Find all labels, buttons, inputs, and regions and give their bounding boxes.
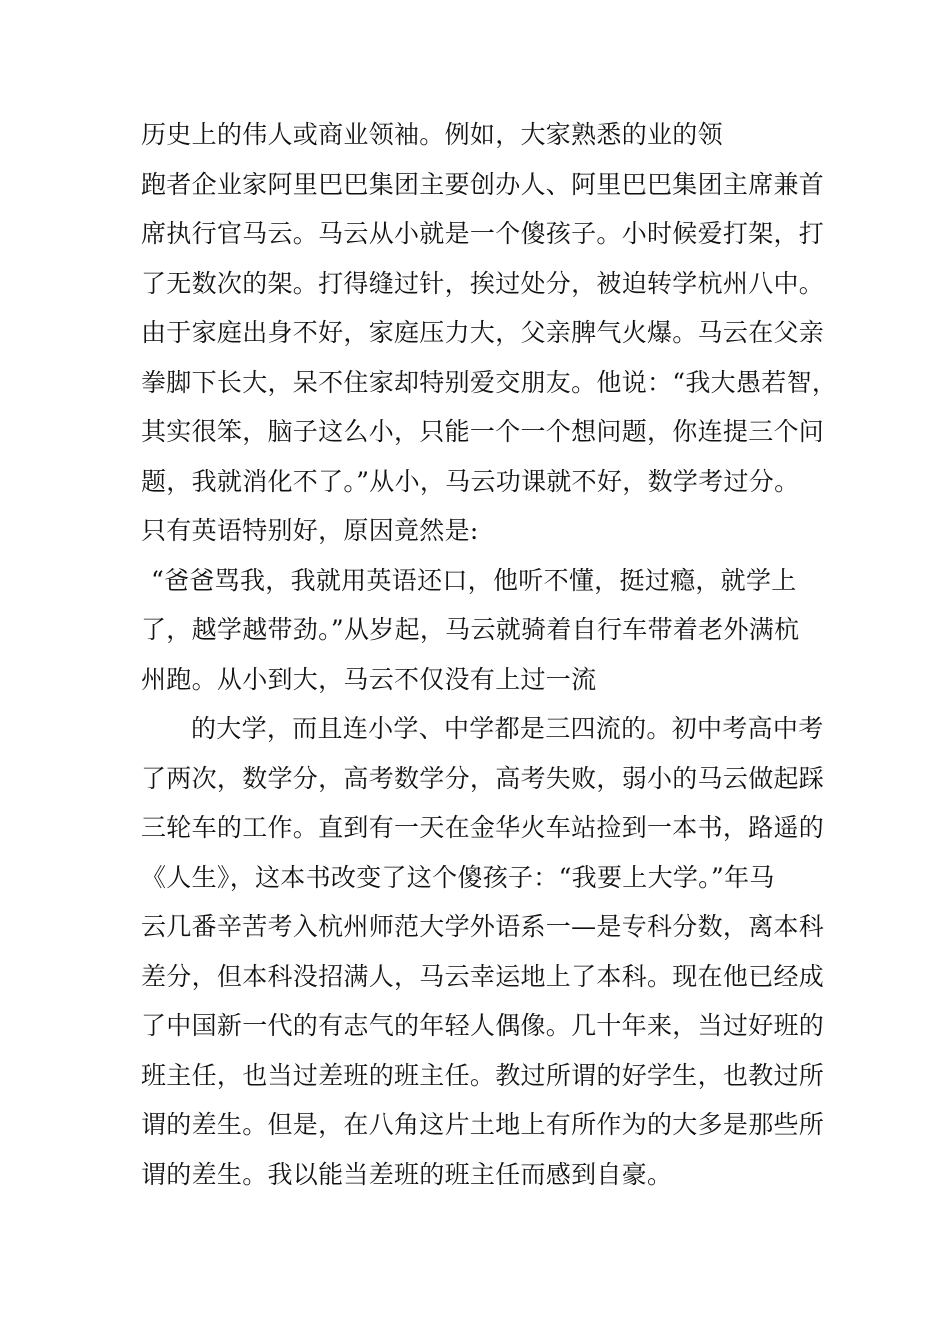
text-line-12: 州跑。从小到大，马云不仅没有上过一流 [141, 664, 597, 694]
text-line-4: 了无数次的架。打得缝过针，挨过处分，被迫转学杭州八中。 [141, 268, 825, 298]
text-line-8: 题，我就消化不了。”从小，马云功课就不好，数学考过分。 [141, 466, 800, 496]
body-text [141, 110, 871, 1199]
text-line-6: 拳脚下长大，呆不住家却特别爱交朋友。他说：“我大愚若智， [141, 367, 838, 397]
text-line-5: 由于家庭出身不好，家庭压力大，父亲脾气火爆。马云在父亲 [141, 318, 825, 347]
text-line-17: 云几番辛苦考入杭州师范大学外语系一—是专科分数，离本科 [141, 912, 825, 941]
text-line-11: 了，越学越带劲。”从岁起，马云就骑着自行车带着老外满杭 [141, 615, 800, 644]
text-line-22: 谓的差生。我以能当差班的班主任而感到自豪。 [141, 1159, 673, 1189]
text-line-15: 三轮车的工作。直到有一天在金华火车站捡到一本书，路遥的 [141, 813, 825, 842]
text-line-13: 的大学，而且连小学、中学都是三四流的。初中考高中考 [191, 714, 824, 743]
text-line-2: 跑者企业家阿里巴巴集团主要创办人、阿里巴巴集团主席兼首 [141, 169, 825, 199]
text-line-10: “爸爸骂我，我就用英语还口，他听不懂，挺过瘾，就学上 [151, 565, 797, 595]
text-line-14: 了两次，数学分，高考数学分，高考失败，弱小的马云做起踩 [141, 763, 825, 793]
text-line-19: 了中国新一代的有志气的年轻人偶像。几十年来，当过好班的 [141, 1011, 825, 1040]
text-line-20: 班主任，也当过差班的班主任。教过所谓的好学生，也教过所 [141, 1060, 825, 1090]
text-line-7: 其实很笨，脑子这么小，只能一个一个想问题，你连提三个问 [141, 417, 825, 446]
text-line-9: 只有英语特别好，原因竟然是: [141, 516, 479, 545]
text-line-3: 席执行官马云。马云从小就是一个傻孩子。小时候爱打架，打 [141, 219, 825, 248]
text-line-18: 差分，但本科没招满人，马云幸运地上了本科。现在他已经成 [141, 961, 825, 991]
text-line-16: 《人生》，这本书改变了这个傻孩子：“我要上大学。”年马 [141, 862, 775, 892]
text-line-21: 谓的差生。但是，在八角这片土地上有所作为的大多是那些所 [141, 1110, 825, 1139]
text-line-1: 历史上的伟人或商业领袖。例如，大家熟悉的业的领 [141, 120, 723, 149]
